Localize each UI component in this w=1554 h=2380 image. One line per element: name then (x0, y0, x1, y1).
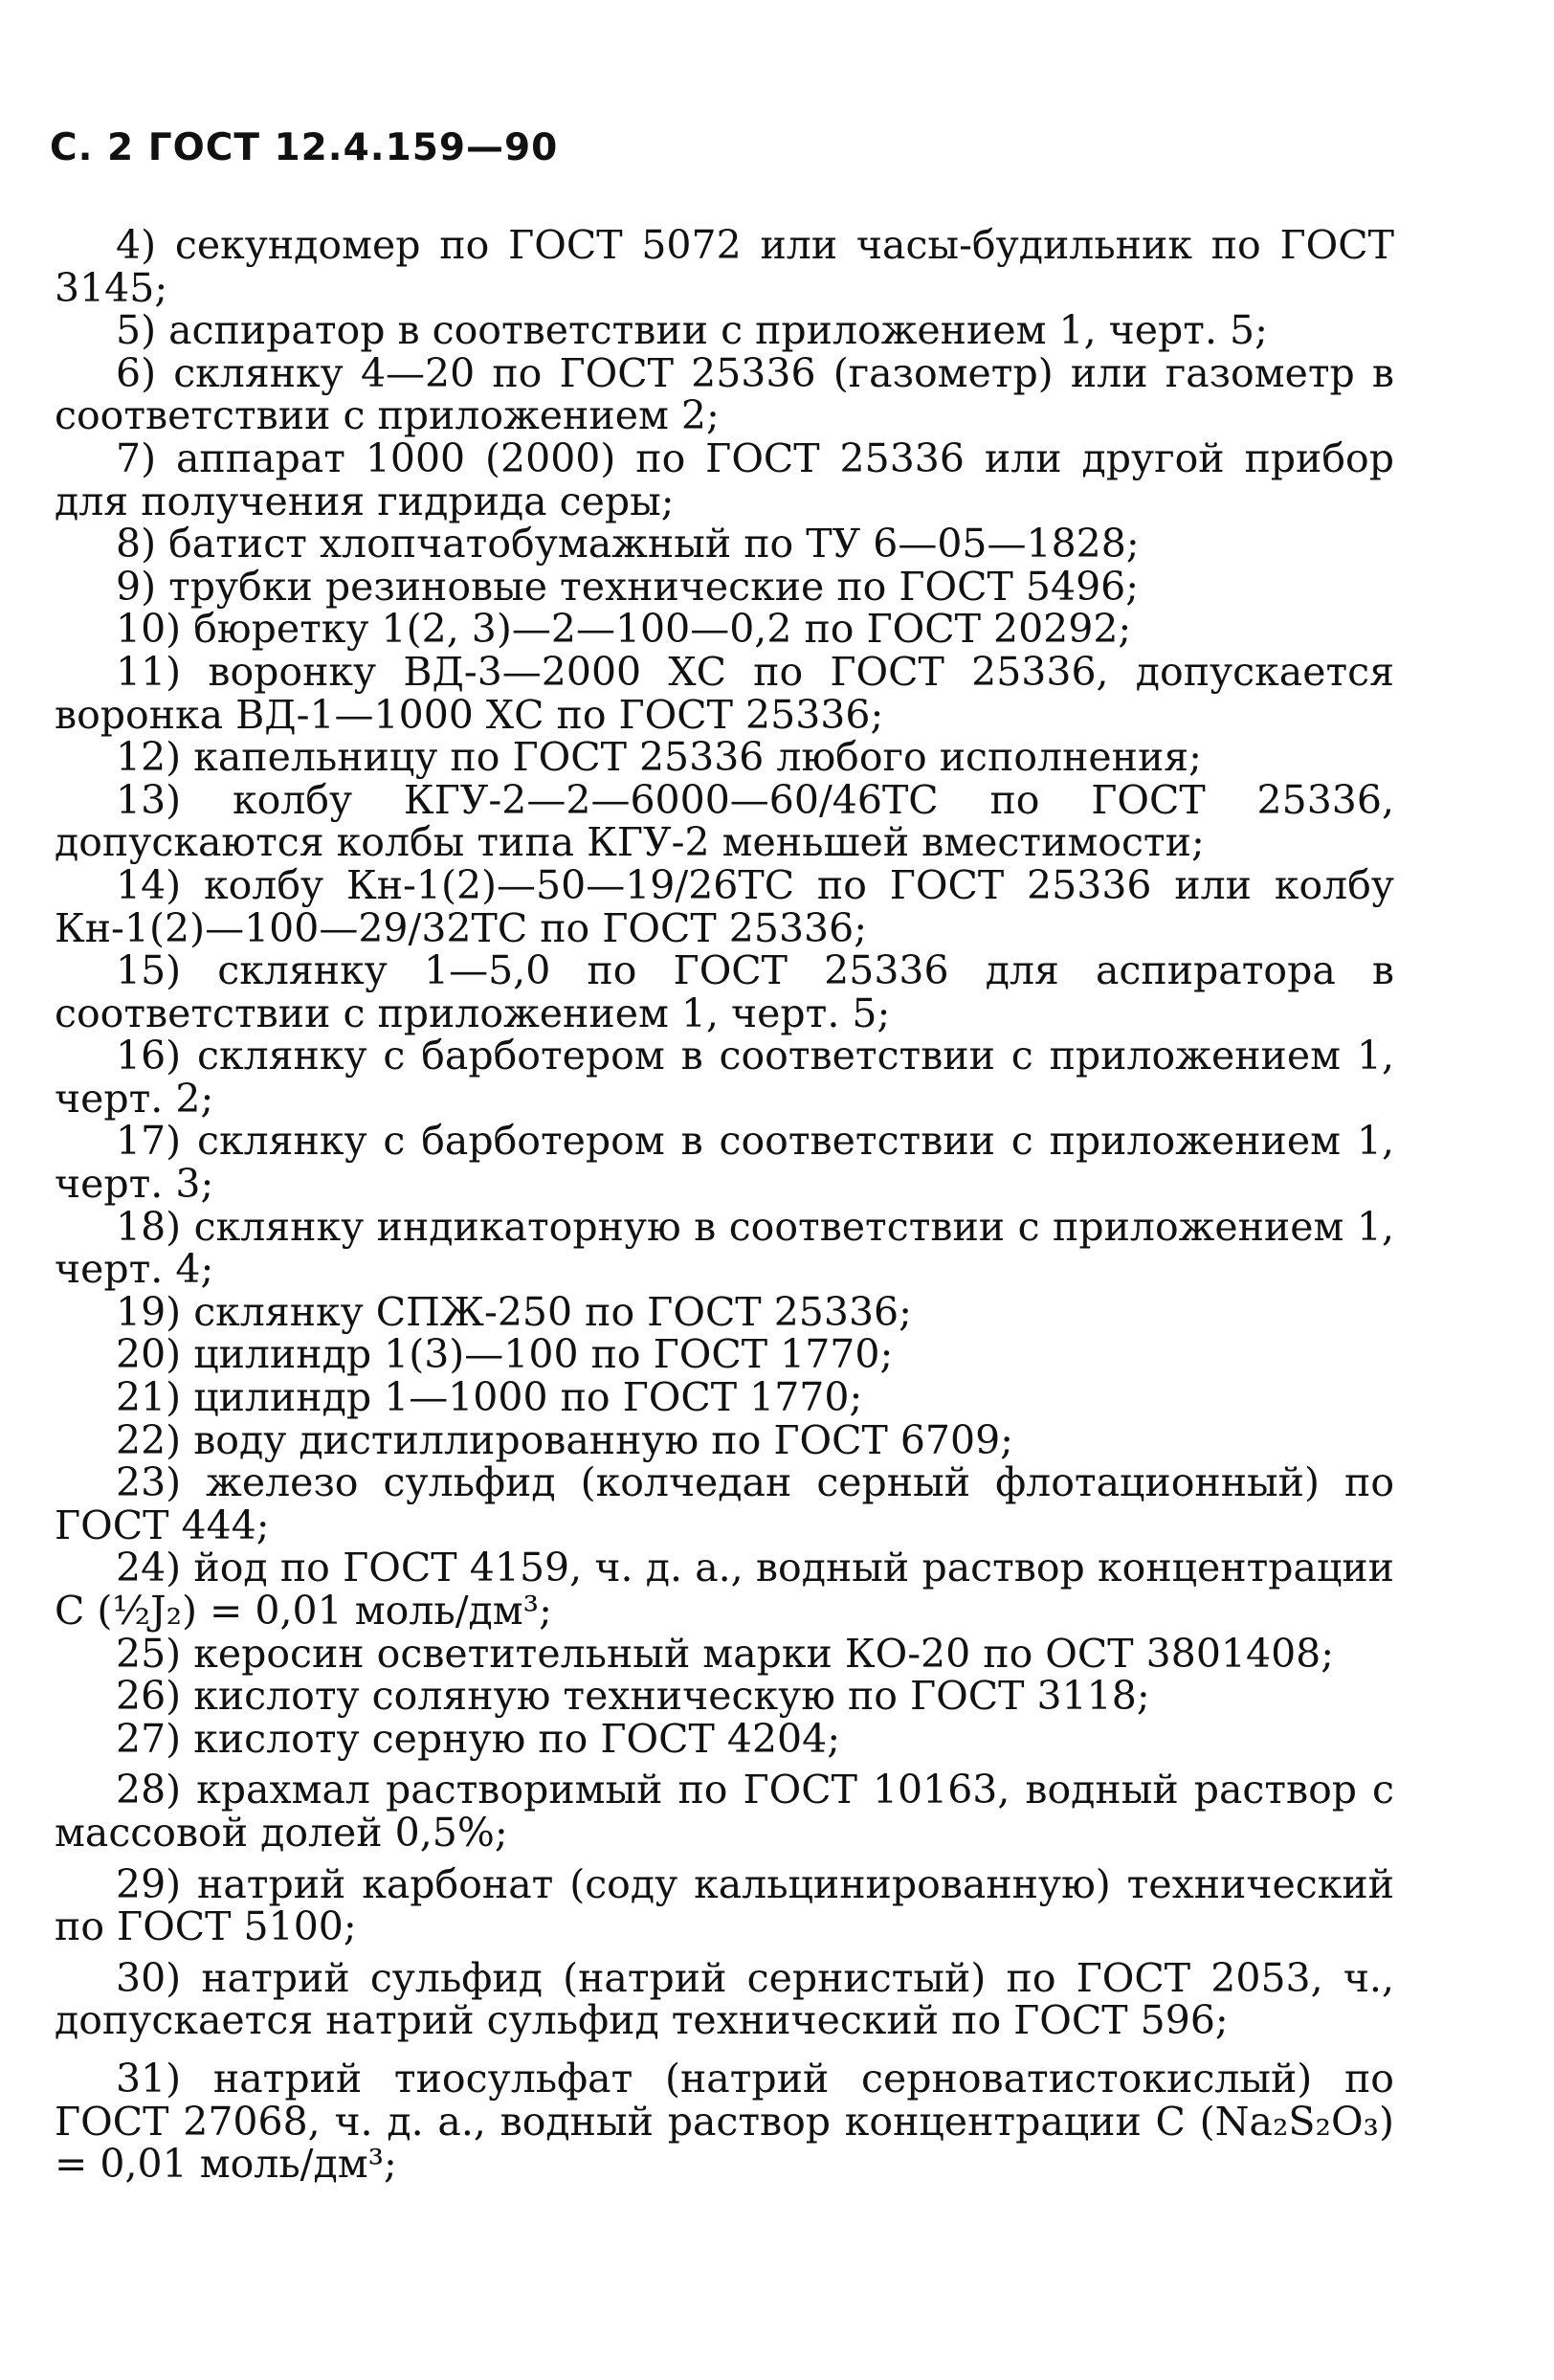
list-item: 26) кислоту соляную техническую по ГОСТ 3118; (116, 1673, 1150, 1720)
list-item: 17) склянку с барботером в соответствии с приложением 1, черт. 3; (55, 1118, 1394, 1208)
list-item: 13) колбу КГУ-2—2—6000—60/46ТС по ГОСТ 25336, допускаются колбы типа КГУ-2 меньшей вместимости; (55, 776, 1394, 866)
list-item: 22) воду дистиллированную по ГОСТ 6709; (116, 1416, 1013, 1463)
list-item: 23) железо сульфид (колчедан серный флотационный) по ГОСТ 444; (55, 1459, 1394, 1548)
list-item: 27) кислоту серную по ГОСТ 4204; (116, 1715, 841, 1762)
list-item: 29) натрий карбонат (соду кальцинированную) технический по ГОСТ 5100; (55, 1860, 1394, 1950)
list-item: 12) капельницу по ГОСТ 25336 любого исполнения; (116, 734, 1202, 781)
list-item: 24) йод по ГОСТ 4159, ч. д. а., водный раствор концентрации С (½J₂) = 0,01 моль/дм³; (55, 1545, 1394, 1634)
list-item: 14) колбу Кн-1(2)—50—19/26ТС по ГОСТ 25336 или колбу Кн-1(2)—100—29/32ТС по ГОСТ 25336; (55, 861, 1394, 951)
list-item: 11) воронку ВД-3—2000 ХС по ГОСТ 25336, допускается воронка ВД-1—1000 ХС по ГОСТ 25336; (55, 648, 1394, 738)
list-item: 31) натрий тиосульфат (натрий серноватистокислый) по ГОСТ 27068, ч. д. а., водный раствор концентрации С (Na₂S₂O₃) = 0,01 моль/дм³; (55, 2055, 1394, 2188)
list-item: 4) секундомер по ГОСТ 5072 или часы-будильник по ГОСТ 3145; (55, 222, 1394, 311)
page-header: С. 2 ГОСТ 12.4.159—90 (50, 126, 559, 169)
list-item: 10) бюретку 1(2, 3)—2—100—0,2 по ГОСТ 20292; (116, 606, 1132, 653)
list-item: 19) склянку СПЖ-250 по ГОСТ 25336; (116, 1288, 912, 1335)
list-item: 5) аспиратор в соответствии с приложением 1, черт. 5; (116, 307, 1268, 354)
list-item: 9) трубки резиновые технические по ГОСТ 5496; (116, 563, 1140, 610)
list-item: 18) склянку индикаторную в соответствии с приложением 1, черт. 4; (55, 1203, 1394, 1293)
list-item: 15) склянку 1—5,0 по ГОСТ 25336 для аспиратора в соответствии с приложением 1, черт. 5; (55, 947, 1394, 1036)
list-item: 16) склянку с барботером в соответствии с приложением 1, черт. 2; (55, 1033, 1394, 1122)
list-item: 28) крахмал растворимый по ГОСТ 10163, водный раствор с массовой долей 0,5%; (55, 1767, 1394, 1856)
list-item: 30) натрий сульфид (натрий сернистый) по ГОСТ 2053, ч., допускается натрий сульфид технический по ГОСТ 596; (55, 1954, 1394, 2044)
equipment-list (55, 224, 1394, 2186)
list-item: 20) цилиндр 1(3)—100 по ГОСТ 1770; (116, 1331, 894, 1378)
list-item: 25) керосин осветительный марки КО-20 по ОСТ 3801408; (116, 1630, 1335, 1677)
list-item: 6) склянку 4—20 по ГОСТ 25336 (газометр) или газометр в соответствии с приложением 2; (55, 349, 1394, 439)
list-item: 8) батист хлопчатобумажный по ТУ 6—05—1828; (116, 521, 1140, 567)
list-item: 7) аппарат 1000 (2000) по ГОСТ 25336 или другой прибор для получения гидрида серы; (55, 434, 1394, 524)
list-item: 21) цилиндр 1—1000 по ГОСТ 1770; (116, 1374, 863, 1421)
